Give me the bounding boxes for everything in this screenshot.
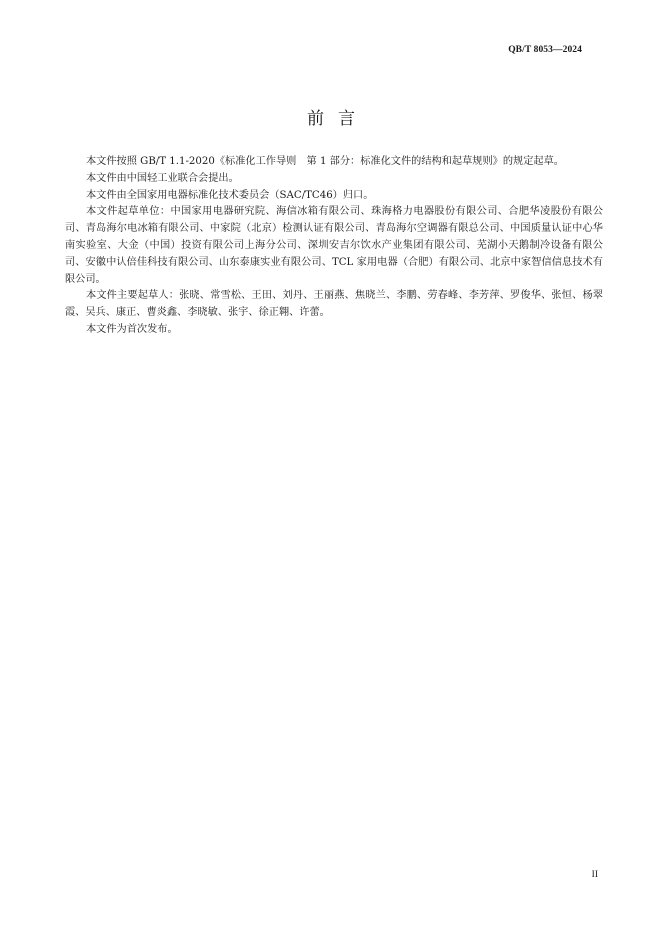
paragraph-first-release: 本文件为首次发布。 [86, 323, 178, 335]
document-code: QB/T 8053—2024 [508, 45, 582, 55]
paragraph-committee: 本文件由全国家用电器标准化技术委员会（SAC/TC46）归口。 [86, 189, 374, 201]
paragraph-proposer: 本文件由中国轻工业联合会提出。 [86, 172, 239, 184]
paragraph-drafting-rules: 本文件按照 GB/T 1.1-2020《标准化工作导则 第 1 部分：标准化文件的结构和起草规则》的规定起草。 [86, 156, 564, 167]
page-title: 前言 [307, 109, 369, 129]
paragraph-drafters: 本文件主要起草人：张晓、常雪松、王田、刘丹、王丽燕、焦晓兰、李鹏、劳春峰、李芳萍、罗俊华、张恒、杨翠霞、吴兵、康正、曹炎鑫、李晓敏、张宇、徐正翱、许蕾。 [65, 290, 603, 319]
foreword-body [65, 154, 603, 339]
paragraph-drafting-units: 本文件起草单位：中国家用电器研究院、海信冰箱有限公司、珠海格力电器股份有限公司、合肥华凌股份有限公司、青岛海尔电冰箱有限公司、中家院（北京）检测认证有限公司、青岛海尔空调器有限总公司、中国质量认证中心华南实验室、大金（中国）投资有限公司上海分公司、深圳安吉尔饮水产业集团有限公司、芜湖小天鹅制冷设备有限公司、安徽中认倍佳科技有限公司、山东泰康实业有限公司、TCL 家用电器（合肥）有限公司、北京中家智信信息技术有限公司。 [65, 206, 603, 285]
page-number: II [591, 870, 598, 880]
